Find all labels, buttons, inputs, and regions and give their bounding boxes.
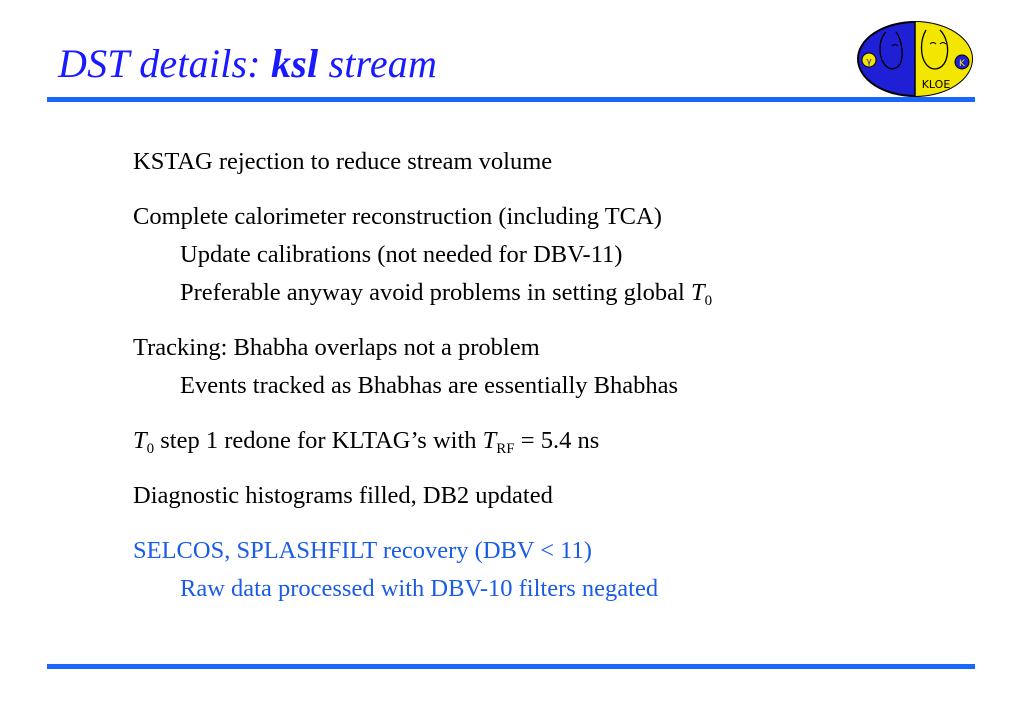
top-divider bbox=[47, 97, 975, 102]
item-line: Complete calorimeter reconstruction (including TCA) bbox=[133, 203, 662, 230]
title-part-2: stream bbox=[318, 41, 438, 86]
sub-item-line: Events tracked as Bhabhas are essentially Bhabhas bbox=[180, 372, 679, 399]
line-text: = 5.4 ns bbox=[514, 427, 600, 454]
list-item-highlighted bbox=[133, 532, 993, 608]
line-text: step 1 redone for KLTAG’s with bbox=[154, 427, 483, 454]
list-item bbox=[133, 329, 993, 405]
line-text: Preferable anyway avoid problems in setting global bbox=[180, 279, 691, 306]
kloe-logo-graphic bbox=[856, 20, 974, 98]
sub-item-line bbox=[133, 274, 993, 312]
item-line: Tracking: Bhabha overlaps not a problem bbox=[133, 334, 540, 361]
list-item bbox=[133, 143, 993, 181]
title-bold-word: ksl bbox=[271, 41, 319, 86]
math-variable: T bbox=[482, 427, 497, 454]
logo-left-symbol: γ bbox=[866, 57, 872, 67]
list-item bbox=[133, 422, 993, 460]
item-line: SELCOS, SPLASHFILT recovery (DBV < 11) bbox=[133, 537, 592, 564]
math-variable: T bbox=[133, 427, 147, 454]
slide-title bbox=[58, 40, 437, 87]
list-item bbox=[133, 198, 993, 312]
math-subscript: 0 bbox=[146, 441, 155, 457]
logo-right-symbol: K bbox=[959, 59, 965, 69]
sub-item-line: Update calibrations (not needed for DBV-11) bbox=[180, 241, 623, 268]
logo-text: KLOE bbox=[921, 78, 951, 91]
item-line bbox=[133, 422, 993, 460]
bottom-divider bbox=[47, 664, 975, 669]
sub-item-line: Raw data processed with DBV-10 filters negated bbox=[180, 575, 659, 602]
item-line: KSTAG rejection to reduce stream volume bbox=[133, 148, 553, 175]
math-subscript: RF bbox=[496, 441, 515, 457]
item-line: Diagnostic histograms filled, DB2 updated bbox=[133, 482, 553, 509]
title-part-1: DST details: bbox=[58, 41, 271, 86]
bullet-list bbox=[133, 143, 993, 625]
math-subscript: 0 bbox=[704, 293, 713, 309]
kloe-logo bbox=[856, 20, 974, 98]
list-item bbox=[133, 477, 993, 515]
math-variable: T bbox=[690, 279, 705, 306]
